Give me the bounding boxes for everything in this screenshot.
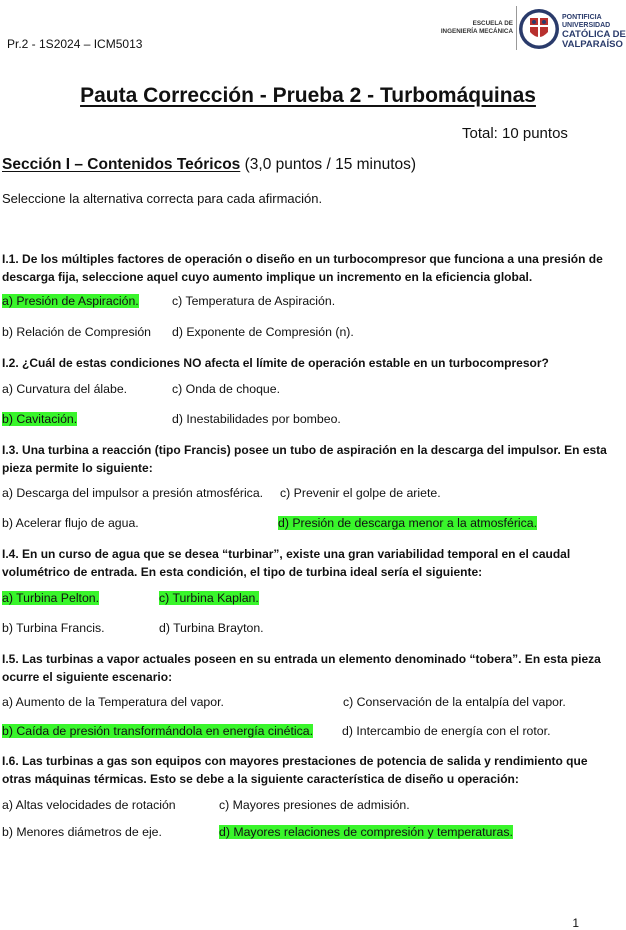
option-4c: c) Turbina Kaplan.	[159, 591, 259, 605]
question-text: Las turbinas a gas son equipos con mayores prestaciones de potencia de salida y rendimiento que otras máquinas térmicas. Esto se debe a la siguiente característica de diseño u operación:	[2, 754, 588, 786]
question-id: I.4.	[2, 547, 19, 561]
option-4d: d) Turbina Brayton.	[159, 621, 264, 635]
option-6d: d) Mayores relaciones de compresión y temperaturas.	[219, 825, 513, 839]
option-4b: b) Turbina Francis.	[2, 621, 105, 635]
option-2c: c) Onda de choque.	[172, 382, 281, 396]
section-name: Sección I – Contenidos Teóricos	[2, 156, 241, 173]
question-text: En un curso de agua que se desea “turbinar”, existe una gran variabilidad temporal en el caudal volumétrico de entrada. En esta condición, el tipo de turbina ideal sería el siguiente:	[2, 547, 571, 579]
option-3d: d) Presión de descarga menor a la atmosférica.	[278, 516, 538, 530]
option-1a: a) Presión de Aspiración.	[2, 294, 139, 308]
question-id: I.6.	[2, 754, 19, 768]
university-line2: UNIVERSIDAD	[562, 22, 611, 29]
option-5d: d) Intercambio de energía con el rotor.	[342, 724, 551, 738]
section-heading	[2, 156, 416, 174]
option-2d: d) Inestabilidades por bombeo.	[172, 412, 341, 426]
question-5	[2, 650, 614, 686]
university-crest-icon	[516, 4, 560, 52]
option-6a: a) Altas velocidades de rotación	[2, 798, 176, 812]
option-2a: a) Curvatura del álabe.	[2, 382, 128, 396]
question-text: Una turbina a reacción (tipo Francis) posee un tubo de aspiración en la descarga del impulsor. En esta pieza permite lo siguiente:	[2, 443, 607, 475]
university-line4: VALPARAÍSO	[562, 39, 623, 50]
course-reference: Pr.2 - 1S2024 – ICM5013	[7, 37, 143, 51]
option-4a: a) Turbina Pelton.	[2, 591, 100, 605]
question-1	[2, 250, 614, 286]
question-id: I.3.	[2, 443, 19, 457]
option-3a: a) Descarga del impulsor a presión atmosférica.	[2, 486, 264, 500]
university-line1: PONTIFICIA	[562, 14, 602, 21]
school-name-line2: INGENIERÍA MECÁNICA	[440, 27, 513, 35]
option-2b: b) Cavitación.	[2, 412, 78, 426]
question-text: Las turbinas a vapor actuales poseen en su entrada un elemento denominado “tobera”. En esta pieza ocurre el siguiente escenario:	[2, 652, 601, 684]
university-name	[562, 14, 626, 50]
option-1c: c) Temperatura de Aspiración.	[172, 294, 336, 308]
option-5b: b) Caída de presión transformándola en energía cinética.	[2, 724, 314, 738]
total-points: Total: 10 puntos	[462, 125, 568, 142]
option-3b: b) Acelerar flujo de agua.	[2, 516, 139, 530]
question-text: ¿Cuál de estas condiciones NO afecta el límite de operación estable en un turbocompresor?	[18, 356, 549, 370]
question-id: I.2.	[2, 356, 19, 370]
school-name-line1: ESCUELA DE	[472, 20, 513, 27]
university-line3: CATÓLICA DE	[562, 29, 626, 40]
question-id: I.5.	[2, 652, 19, 666]
option-3c: c) Prevenir el golpe de ariete.	[280, 486, 441, 500]
option-6b: b) Menores diámetros de eje.	[2, 825, 162, 839]
question-6	[2, 752, 614, 788]
option-5c: c) Conservación de la entalpía del vapor.	[343, 695, 566, 709]
question-text: De los múltiples factores de operación o diseño en un turbocompresor que funciona a una presión de descarga fija, seleccione aquel cuyo aumento implique un incremento en la eficiencia global.	[2, 252, 603, 284]
question-3	[2, 441, 614, 477]
option-1d: d) Exponente de Compresión (n).	[172, 325, 354, 339]
question-4	[2, 545, 614, 581]
option-6c: c) Mayores presiones de admisión.	[219, 798, 410, 812]
option-5a: a) Aumento de la Temperatura del vapor.	[2, 695, 224, 709]
school-name	[433, 20, 513, 35]
question-id: I.1.	[2, 252, 19, 266]
question-2	[2, 354, 614, 372]
option-1b: b) Relación de Compresión	[2, 325, 152, 339]
section-instruction: Seleccione la alternativa correcta para cada afirmación.	[2, 191, 323, 206]
section-detail: (3,0 puntos / 15 minutos)	[240, 156, 417, 173]
page-number: 1	[572, 916, 579, 930]
page-title: Pauta Corrección - Prueba 2 - Turbomáquinas	[80, 84, 536, 107]
